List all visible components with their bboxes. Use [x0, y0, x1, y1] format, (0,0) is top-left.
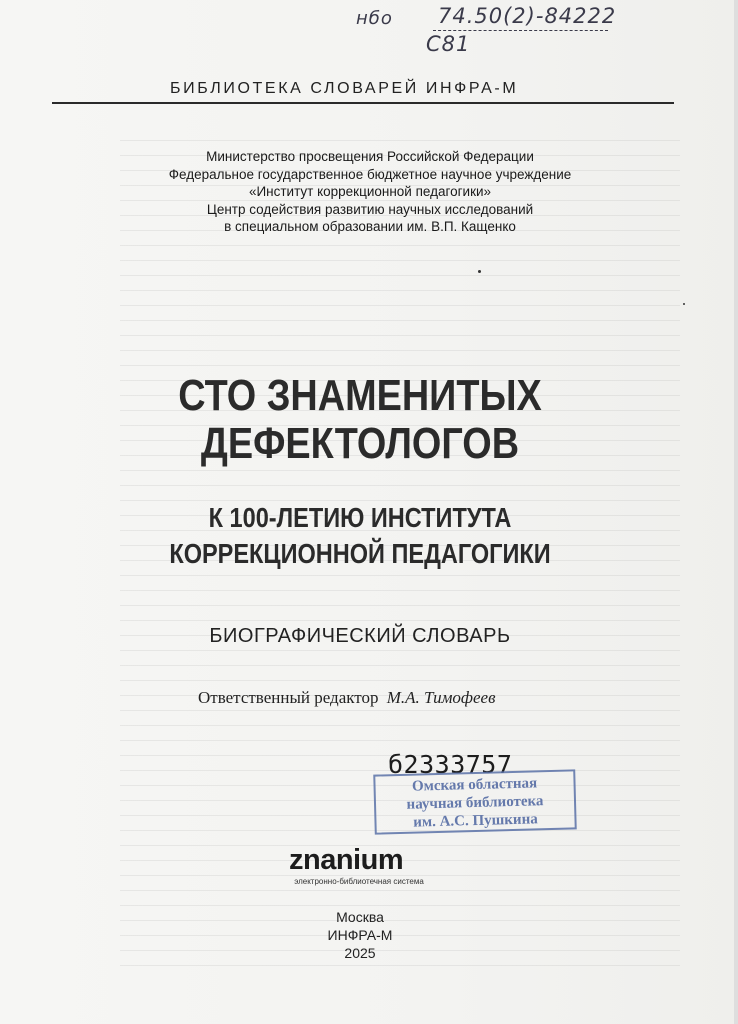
editor-label: Ответственный редактор	[198, 688, 379, 707]
book-title	[102, 372, 618, 468]
institution-line: Министерство просвещения Российской Федерации	[206, 149, 534, 164]
handwritten-mark: нбо	[356, 8, 393, 29]
handwritten-author-mark: С81	[426, 32, 471, 56]
institution-line: «Институт коррекционной педагогики»	[248, 184, 492, 199]
genre-label: БИОГРАФИЧЕСКИЙ СЛОВАРЬ	[209, 625, 511, 647]
book-subtitle	[108, 500, 612, 572]
stamp-line: им. А.С. Пушкина	[413, 811, 538, 831]
imprint-publisher: ИНФРА-М	[327, 927, 393, 943]
imprint-city: Москва	[336, 909, 384, 925]
book-subtitle-line: КОРРЕКЦИОННОЙ ПЕДАГОГИКИ	[169, 538, 551, 569]
institution-block	[110, 148, 630, 236]
publisher-logo: znanium	[289, 844, 404, 876]
imprint-block	[290, 908, 430, 962]
book-subtitle-line: К 100-ЛЕТИЮ ИНСТИТУТА	[208, 502, 512, 533]
editor-name: М.А. Тимофеев	[386, 688, 496, 707]
stamp-line: Омская областная	[411, 775, 538, 795]
series-title: БИБЛИОТЕКА СЛОВАРЕЙ ИНФРА-М	[170, 80, 519, 97]
library-stamp	[373, 769, 577, 834]
stamp-line: научная библиотека	[406, 793, 544, 813]
institution-line: Центр содействия развитию научных исследований	[206, 201, 534, 217]
page-edge	[734, 0, 738, 1024]
imprint-year: 2025	[344, 945, 376, 961]
speck	[683, 303, 685, 305]
institution-line: Федеральное государственное бюджетное научное учреждение	[168, 166, 572, 182]
inventory-number: б2333757	[388, 750, 513, 779]
series-divider	[52, 102, 674, 104]
book-title-line: СТО ЗНАМЕНИТЫХ	[178, 371, 542, 420]
publisher-tagline: электронно-библиотечная система	[294, 877, 424, 886]
handwritten-call-number: 74.50(2)-84222	[438, 4, 617, 28]
editor-credit	[198, 688, 495, 708]
institution-line: в специальном образовании им. В.П. Кащенко	[224, 219, 516, 234]
book-title-line: ДЕФЕКТОЛОГОВ	[200, 419, 520, 468]
speck	[478, 270, 481, 273]
